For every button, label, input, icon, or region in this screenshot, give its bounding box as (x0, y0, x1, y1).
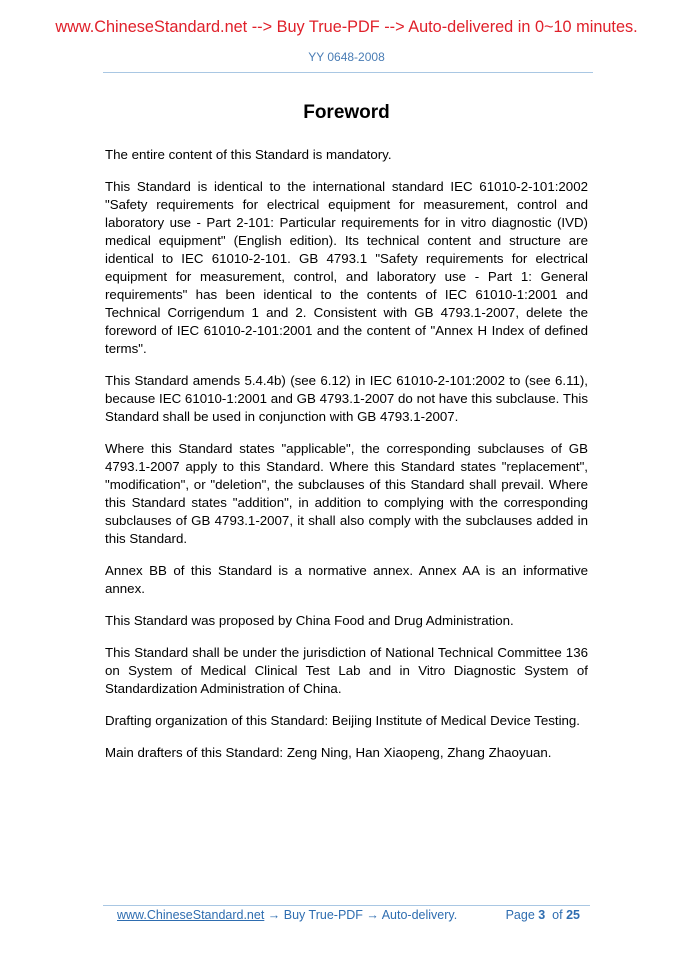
paragraph: This Standard amends 5.4.4b) (see 6.12) in IEC 61010-2-101:2002 to (see 6.11), because IEC 61010-1:2001 and GB 4793.1-2007 do not have this subclause. This Standard shall be used in conjunction with GB 4793.1-2007. (105, 373, 588, 424)
header-divider (103, 72, 593, 73)
page-footer (117, 908, 580, 922)
current-page: 3 (538, 908, 546, 922)
footer-divider (103, 905, 590, 906)
paragraph: Where this Standard states "applicable", the corresponding subclauses of GB 4793.1-2007 apply to this Standard. Where this Standard states "replacement", "modification", or "deletion", the subclauses of this Standard shall prevail. Where this Standard states "addition", in addition to complying with the corresponding subclauses of GB 4793.1-2007, it shall also comply with the subclauses added in this Standard. (105, 441, 588, 546)
paragraph: Annex BB of this Standard is a normative annex. Annex AA is an informative annex. (105, 563, 588, 596)
paragraph: This Standard shall be under the jurisdiction of National Technical Committee 136 on System of Medical Clinical Test Lab and in Vitro Diagnostic System of Standardization Administration of China. (105, 645, 588, 696)
paragraph: This Standard is identical to the international standard IEC 61010-2-101:2002 "Safety requirements for electrical equipment for measurement, control and laboratory use - Part 2-101: Particular requirements for in vitro diagnostic (IVD) medical equipment" (English edition). Its technical content and structure are identical to IEC 61010-2-101. GB 4793.1 "Safety requirements for electrical equipment for measurement, control, and laboratory use - Part 1: General requirements" has been identical to the contents of IEC 61010-1:2001 and Technical Corrigendum 1 and 2. Consistent with GB 4793.1-2007, delete the foreword of IEC 61010-2-101:2001 and the content of "Annex H Index of defined terms". (105, 179, 588, 356)
footer-promo (117, 908, 457, 922)
promo-banner: www.ChineseStandard.net --> Buy True-PDF --> Auto-delivered in 0~10 minutes. (55, 18, 638, 36)
footer-tagline: → Buy True-PDF → Auto-delivery. (264, 908, 458, 922)
website-link[interactable]: www.ChineseStandard.net (117, 908, 265, 922)
foreword-body (105, 146, 588, 776)
page-label: Page (505, 908, 535, 922)
paragraph: The entire content of this Standard is mandatory. (105, 147, 392, 162)
total-pages: 25 (566, 908, 580, 922)
document-number: YY 0648-2008 (308, 50, 385, 64)
page-indicator (506, 908, 580, 922)
paragraph: Drafting organization of this Standard: Beijing Institute of Medical Device Testing. (105, 713, 581, 728)
paragraph: Main drafters of this Standard: Zeng Ning, Han Xiaopeng, Zhang Zhaoyuan. (105, 745, 552, 760)
of-label: of (552, 908, 563, 922)
page-title: Foreword (303, 102, 390, 123)
paragraph: This Standard was proposed by China Food and Drug Administration. (105, 613, 514, 628)
